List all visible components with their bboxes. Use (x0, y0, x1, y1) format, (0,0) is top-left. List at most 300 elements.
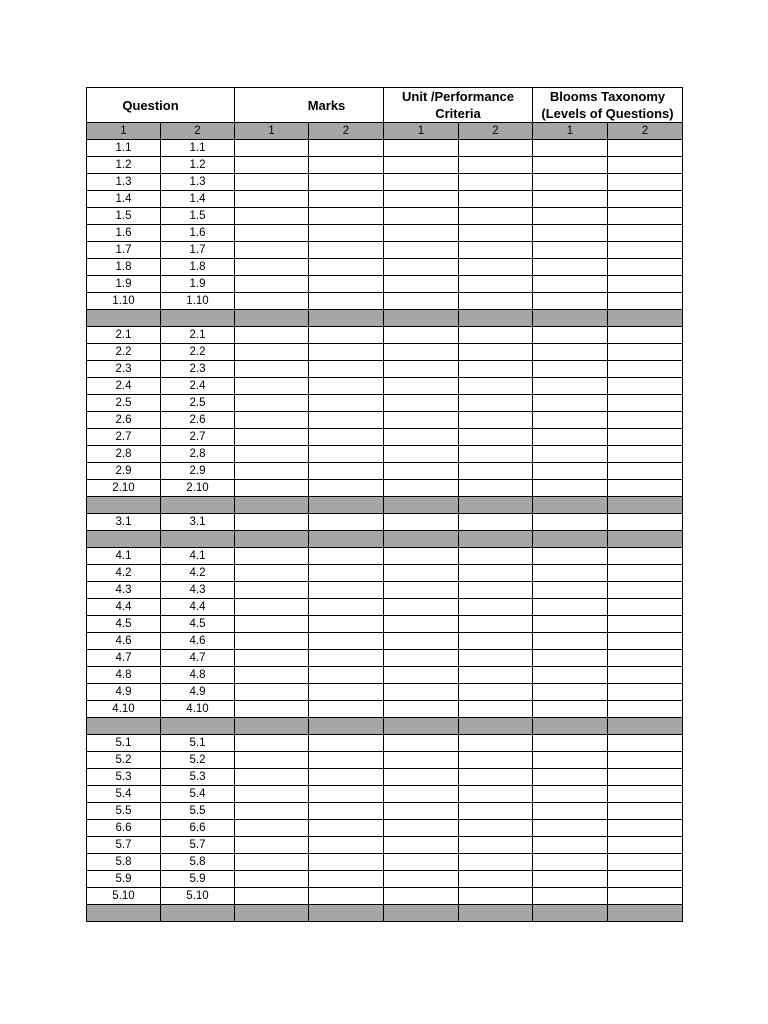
blooms-1-cell[interactable] (533, 650, 608, 667)
blooms-1-cell[interactable] (533, 242, 608, 259)
blooms-1-cell[interactable] (533, 820, 608, 837)
marks-2-cell[interactable] (309, 463, 384, 480)
marks-1-cell[interactable] (235, 276, 309, 293)
table-row (87, 633, 683, 650)
blooms-1-cell[interactable] (533, 446, 608, 463)
unit-2-cell[interactable] (459, 412, 533, 429)
unit-2-cell[interactable] (459, 871, 533, 888)
unit-1-cell[interactable] (384, 854, 459, 871)
blooms-1-cell[interactable] (533, 701, 608, 718)
marks-1-cell[interactable] (235, 820, 309, 837)
table-row (87, 344, 683, 361)
marks-1-cell[interactable] (235, 786, 309, 803)
marks-1-cell[interactable] (235, 735, 309, 752)
unit-2-cell[interactable] (459, 820, 533, 837)
unit-2-cell[interactable] (459, 242, 533, 259)
question-1-cell: 2.9 (87, 463, 161, 480)
marks-2-cell[interactable] (309, 752, 384, 769)
question-1-cell: 4.3 (87, 582, 161, 599)
blooms-2-cell[interactable] (608, 650, 683, 667)
marks-2-cell[interactable] (309, 429, 384, 446)
marks-1-cell[interactable] (235, 140, 309, 157)
unit-2-cell[interactable] (459, 208, 533, 225)
blooms-1-cell[interactable] (533, 480, 608, 497)
blooms-2-cell[interactable] (608, 616, 683, 633)
marks-2-cell[interactable] (309, 378, 384, 395)
blooms-1-cell[interactable] (533, 565, 608, 582)
unit-1-cell[interactable] (384, 344, 459, 361)
separator-cell (309, 497, 384, 514)
marks-1-cell[interactable] (235, 157, 309, 174)
table-row (87, 446, 683, 463)
question-1-cell: 2.1 (87, 327, 161, 344)
blooms-1-cell[interactable] (533, 327, 608, 344)
unit-1-cell[interactable] (384, 191, 459, 208)
blooms-1-cell[interactable] (533, 395, 608, 412)
unit-2-cell[interactable] (459, 616, 533, 633)
unit-1-cell[interactable] (384, 480, 459, 497)
blooms-2-cell[interactable] (608, 820, 683, 837)
unit-2-cell[interactable] (459, 582, 533, 599)
table-row (87, 684, 683, 701)
marks-2-cell[interactable] (309, 820, 384, 837)
question-2-cell: 4.10 (161, 701, 235, 718)
unit-2-cell[interactable] (459, 378, 533, 395)
separator-cell (533, 531, 608, 548)
marks-1-cell[interactable] (235, 803, 309, 820)
unit-1-cell[interactable] (384, 667, 459, 684)
marks-1-cell[interactable] (235, 259, 309, 276)
blooms-1-cell[interactable] (533, 599, 608, 616)
unit-1-cell[interactable] (384, 837, 459, 854)
unit-2-cell[interactable] (459, 565, 533, 582)
blooms-1-cell[interactable] (533, 616, 608, 633)
question-2-cell: 4.4 (161, 599, 235, 616)
unit-1-cell[interactable] (384, 820, 459, 837)
blooms-2-cell[interactable] (608, 293, 683, 310)
marks-1-cell[interactable] (235, 650, 309, 667)
separator-cell (384, 718, 459, 735)
blooms-1-cell[interactable] (533, 582, 608, 599)
marks-2-cell[interactable] (309, 208, 384, 225)
question-1-cell: 5.7 (87, 837, 161, 854)
blooms-2-cell[interactable] (608, 565, 683, 582)
unit-1-cell[interactable] (384, 684, 459, 701)
unit-1-cell[interactable] (384, 888, 459, 905)
unit-2-cell[interactable] (459, 191, 533, 208)
blooms-1-cell[interactable] (533, 208, 608, 225)
separator-cell (161, 497, 235, 514)
blooms-2-cell[interactable] (608, 259, 683, 276)
unit-2-cell[interactable] (459, 174, 533, 191)
marks-2-cell[interactable] (309, 276, 384, 293)
marks-2-cell[interactable] (309, 327, 384, 344)
unit-2-cell[interactable] (459, 599, 533, 616)
marks-2-cell[interactable] (309, 293, 384, 310)
question-1-cell: 2.8 (87, 446, 161, 463)
question-2-cell: 2.3 (161, 361, 235, 378)
separator-cell (459, 718, 533, 735)
unit-2-cell[interactable] (459, 429, 533, 446)
marks-1-cell[interactable] (235, 327, 309, 344)
marks-1-cell[interactable] (235, 463, 309, 480)
blooms-2-cell[interactable] (608, 174, 683, 191)
unit-2-cell[interactable] (459, 344, 533, 361)
marks-2-cell[interactable] (309, 480, 384, 497)
question-1-cell: 4.10 (87, 701, 161, 718)
unit-1-cell[interactable] (384, 633, 459, 650)
table-row (87, 480, 683, 497)
separator-cell (384, 531, 459, 548)
marks-1-cell[interactable] (235, 582, 309, 599)
unit-1-cell[interactable] (384, 327, 459, 344)
unit-2-cell[interactable] (459, 548, 533, 565)
marks-2-cell[interactable] (309, 888, 384, 905)
blooms-2-cell[interactable] (608, 429, 683, 446)
marks-2-cell[interactable] (309, 361, 384, 378)
unit-2-cell[interactable] (459, 803, 533, 820)
unit-2-cell[interactable] (459, 157, 533, 174)
marks-1-cell[interactable] (235, 633, 309, 650)
unit-1-cell[interactable] (384, 871, 459, 888)
unit-1-cell[interactable] (384, 259, 459, 276)
unit-1-cell[interactable] (384, 548, 459, 565)
blooms-1-cell[interactable] (533, 463, 608, 480)
marks-2-cell[interactable] (309, 565, 384, 582)
blooms-1-cell[interactable] (533, 344, 608, 361)
unit-2-cell[interactable] (459, 327, 533, 344)
blooms-2-cell[interactable] (608, 888, 683, 905)
blooms-2-cell[interactable] (608, 786, 683, 803)
marks-1-cell[interactable] (235, 344, 309, 361)
unit-1-cell[interactable] (384, 140, 459, 157)
marks-2-cell[interactable] (309, 735, 384, 752)
table-row (87, 820, 683, 837)
blooms-1-cell[interactable] (533, 429, 608, 446)
question-2-cell: 5.9 (161, 871, 235, 888)
unit-1-cell[interactable] (384, 412, 459, 429)
marks-1-cell[interactable] (235, 208, 309, 225)
marks-1-cell[interactable] (235, 684, 309, 701)
blooms-2-cell[interactable] (608, 854, 683, 871)
unit-1-cell[interactable] (384, 276, 459, 293)
marks-2-cell[interactable] (309, 786, 384, 803)
marks-2-cell[interactable] (309, 344, 384, 361)
blooms-1-cell[interactable] (533, 871, 608, 888)
blooms-1-cell[interactable] (533, 633, 608, 650)
blooms-2-cell[interactable] (608, 480, 683, 497)
blooms-1-cell[interactable] (533, 378, 608, 395)
marks-2-cell[interactable] (309, 582, 384, 599)
marks-2-cell[interactable] (309, 633, 384, 650)
blooms-2-cell[interactable] (608, 361, 683, 378)
blooms-2-cell[interactable] (608, 752, 683, 769)
blooms-2-cell[interactable] (608, 378, 683, 395)
unit-1-cell[interactable] (384, 599, 459, 616)
unit-1-cell[interactable] (384, 157, 459, 174)
question-1-cell: 4.6 (87, 633, 161, 650)
blooms-1-cell[interactable] (533, 684, 608, 701)
unit-1-cell[interactable] (384, 242, 459, 259)
marks-1-cell[interactable] (235, 378, 309, 395)
question-2-cell: 1.4 (161, 191, 235, 208)
table-row (87, 871, 683, 888)
unit-2-cell[interactable] (459, 752, 533, 769)
blooms-2-cell[interactable] (608, 395, 683, 412)
marks-2-cell[interactable] (309, 769, 384, 786)
blooms-2-cell[interactable] (608, 735, 683, 752)
blooms-2-cell[interactable] (608, 276, 683, 293)
unit-1-cell[interactable] (384, 582, 459, 599)
table-row (87, 803, 683, 820)
unit-1-cell[interactable] (384, 514, 459, 531)
blooms-2-cell[interactable] (608, 684, 683, 701)
unit-1-cell[interactable] (384, 446, 459, 463)
marks-1-cell[interactable] (235, 837, 309, 854)
marks-1-cell[interactable] (235, 599, 309, 616)
unit-1-cell[interactable] (384, 395, 459, 412)
separator-cell (533, 497, 608, 514)
blooms-2-cell[interactable] (608, 463, 683, 480)
separator-cell (384, 905, 459, 922)
unit-2-cell[interactable] (459, 650, 533, 667)
unit-2-cell[interactable] (459, 735, 533, 752)
marks-2-cell[interactable] (309, 854, 384, 871)
marks-1-cell[interactable] (235, 446, 309, 463)
unit-1-cell[interactable] (384, 735, 459, 752)
marks-1-cell[interactable] (235, 429, 309, 446)
blooms-1-cell[interactable] (533, 837, 608, 854)
blooms-1-cell[interactable] (533, 140, 608, 157)
unit-1-cell[interactable] (384, 752, 459, 769)
marks-1-cell[interactable] (235, 548, 309, 565)
marks-1-cell[interactable] (235, 888, 309, 905)
marks-2-cell[interactable] (309, 259, 384, 276)
marks-2-cell[interactable] (309, 412, 384, 429)
marks-1-cell[interactable] (235, 242, 309, 259)
blooms-1-cell[interactable] (533, 293, 608, 310)
unit-1-cell[interactable] (384, 378, 459, 395)
question-2-cell: 1.6 (161, 225, 235, 242)
marks-2-cell[interactable] (309, 616, 384, 633)
question-1-cell: 5.8 (87, 854, 161, 871)
unit-2-cell[interactable] (459, 395, 533, 412)
marks-1-cell[interactable] (235, 361, 309, 378)
blooms-1-cell[interactable] (533, 888, 608, 905)
marks-1-cell[interactable] (235, 565, 309, 582)
blooms-1-cell[interactable] (533, 361, 608, 378)
marks-2-cell[interactable] (309, 191, 384, 208)
unit-2-cell[interactable] (459, 276, 533, 293)
unit-2-cell[interactable] (459, 786, 533, 803)
blooms-1-cell[interactable] (533, 548, 608, 565)
unit-2-cell[interactable] (459, 769, 533, 786)
blooms-2-cell[interactable] (608, 871, 683, 888)
marks-2-cell[interactable] (309, 157, 384, 174)
marks-1-cell[interactable] (235, 191, 309, 208)
separator-cell (459, 497, 533, 514)
marks-2-cell[interactable] (309, 871, 384, 888)
marks-1-cell[interactable] (235, 225, 309, 242)
blooms-2-cell[interactable] (608, 701, 683, 718)
question-1-cell: 3.1 (87, 514, 161, 531)
unit-1-cell[interactable] (384, 361, 459, 378)
unit-1-cell[interactable] (384, 565, 459, 582)
marks-2-cell[interactable] (309, 225, 384, 242)
marks-2-cell[interactable] (309, 514, 384, 531)
marks-1-cell[interactable] (235, 174, 309, 191)
unit-2-cell[interactable] (459, 225, 533, 242)
marks-2-cell[interactable] (309, 599, 384, 616)
blooms-1-cell[interactable] (533, 157, 608, 174)
marks-1-cell[interactable] (235, 514, 309, 531)
marks-1-cell[interactable] (235, 667, 309, 684)
question-2-cell: 2.9 (161, 463, 235, 480)
unit-2-cell[interactable] (459, 463, 533, 480)
separator-cell (87, 310, 161, 327)
blooms-2-cell[interactable] (608, 225, 683, 242)
marks-1-cell[interactable] (235, 854, 309, 871)
unit-2-cell[interactable] (459, 701, 533, 718)
table-row (87, 888, 683, 905)
unit-2-cell[interactable] (459, 293, 533, 310)
blooms-2-cell[interactable] (608, 242, 683, 259)
blooms-1-cell[interactable] (533, 276, 608, 293)
marks-1-cell[interactable] (235, 293, 309, 310)
unit-1-cell[interactable] (384, 701, 459, 718)
marks-2-cell[interactable] (309, 446, 384, 463)
blooms-1-cell[interactable] (533, 174, 608, 191)
blooms-1-cell[interactable] (533, 769, 608, 786)
marks-1-cell[interactable] (235, 871, 309, 888)
unit-2-cell[interactable] (459, 837, 533, 854)
table-row (87, 378, 683, 395)
blooms-2-cell[interactable] (608, 548, 683, 565)
marks-2-cell[interactable] (309, 684, 384, 701)
blooms-1-cell[interactable] (533, 803, 608, 820)
marks-1-cell[interactable] (235, 480, 309, 497)
question-2-cell: 1.8 (161, 259, 235, 276)
question-1-cell: 4.4 (87, 599, 161, 616)
marks-2-cell[interactable] (309, 548, 384, 565)
blooms-1-cell[interactable] (533, 191, 608, 208)
table-row (87, 174, 683, 191)
blooms-2-cell[interactable] (608, 157, 683, 174)
blooms-2-cell[interactable] (608, 667, 683, 684)
blooms-1-cell[interactable] (533, 667, 608, 684)
table-row (87, 259, 683, 276)
unit-2-cell[interactable] (459, 888, 533, 905)
marks-2-cell[interactable] (309, 650, 384, 667)
marks-2-cell[interactable] (309, 395, 384, 412)
marks-2-cell[interactable] (309, 803, 384, 820)
unit-2-cell[interactable] (459, 514, 533, 531)
unit-2-cell[interactable] (459, 667, 533, 684)
blooms-1-cell[interactable] (533, 514, 608, 531)
blooms-2-cell[interactable] (608, 599, 683, 616)
marks-1-cell[interactable] (235, 412, 309, 429)
marks-2-cell[interactable] (309, 701, 384, 718)
blooms-2-cell[interactable] (608, 208, 683, 225)
marks-2-cell[interactable] (309, 837, 384, 854)
blooms-1-cell[interactable] (533, 786, 608, 803)
blooms-1-cell[interactable] (533, 412, 608, 429)
table-row (87, 293, 683, 310)
table-row (87, 548, 683, 565)
blooms-2-cell[interactable] (608, 633, 683, 650)
marks-2-cell[interactable] (309, 174, 384, 191)
unit-2-cell[interactable] (459, 633, 533, 650)
unit-2-cell[interactable] (459, 140, 533, 157)
unit-1-cell[interactable] (384, 174, 459, 191)
blooms-2-cell[interactable] (608, 140, 683, 157)
unit-2-cell[interactable] (459, 854, 533, 871)
table-row (87, 395, 683, 412)
marks-1-cell[interactable] (235, 769, 309, 786)
marks-1-cell[interactable] (235, 616, 309, 633)
blooms-2-cell[interactable] (608, 803, 683, 820)
marks-1-cell[interactable] (235, 701, 309, 718)
marks-2-cell[interactable] (309, 140, 384, 157)
unit-1-cell[interactable] (384, 803, 459, 820)
blooms-2-cell[interactable] (608, 191, 683, 208)
unit-1-cell[interactable] (384, 208, 459, 225)
unit-1-cell[interactable] (384, 293, 459, 310)
blooms-2-cell[interactable] (608, 344, 683, 361)
separator-cell (87, 497, 161, 514)
table-row (87, 769, 683, 786)
table-row (87, 701, 683, 718)
blooms-2-cell[interactable] (608, 582, 683, 599)
question-2-cell: 1.5 (161, 208, 235, 225)
unit-1-cell[interactable] (384, 616, 459, 633)
blooms-2-cell[interactable] (608, 327, 683, 344)
table-row (87, 735, 683, 752)
marks-1-cell[interactable] (235, 395, 309, 412)
table-row (87, 429, 683, 446)
marks-2-cell[interactable] (309, 242, 384, 259)
blooms-1-cell[interactable] (533, 752, 608, 769)
section-separator-row (87, 905, 683, 922)
separator-cell (309, 905, 384, 922)
marks-2-cell[interactable] (309, 667, 384, 684)
marks-1-cell[interactable] (235, 752, 309, 769)
unit-1-cell[interactable] (384, 463, 459, 480)
question-1-cell: 5.4 (87, 786, 161, 803)
blooms-1-cell[interactable] (533, 225, 608, 242)
unit-1-cell[interactable] (384, 786, 459, 803)
unit-2-cell[interactable] (459, 684, 533, 701)
blooms-2-cell[interactable] (608, 412, 683, 429)
blooms-2-cell[interactable] (608, 837, 683, 854)
unit-2-cell[interactable] (459, 259, 533, 276)
unit-1-cell[interactable] (384, 769, 459, 786)
unit-2-cell[interactable] (459, 361, 533, 378)
unit-1-cell[interactable] (384, 650, 459, 667)
unit-2-cell[interactable] (459, 480, 533, 497)
blooms-2-cell[interactable] (608, 446, 683, 463)
unit-2-cell[interactable] (459, 446, 533, 463)
blooms-1-cell[interactable] (533, 735, 608, 752)
unit-1-cell[interactable] (384, 429, 459, 446)
blooms-2-cell[interactable] (608, 769, 683, 786)
unit-1-cell[interactable] (384, 225, 459, 242)
blooms-1-cell[interactable] (533, 854, 608, 871)
blooms-1-cell[interactable] (533, 259, 608, 276)
separator-cell (309, 531, 384, 548)
question-2-cell: 4.9 (161, 684, 235, 701)
blooms-2-cell[interactable] (608, 514, 683, 531)
